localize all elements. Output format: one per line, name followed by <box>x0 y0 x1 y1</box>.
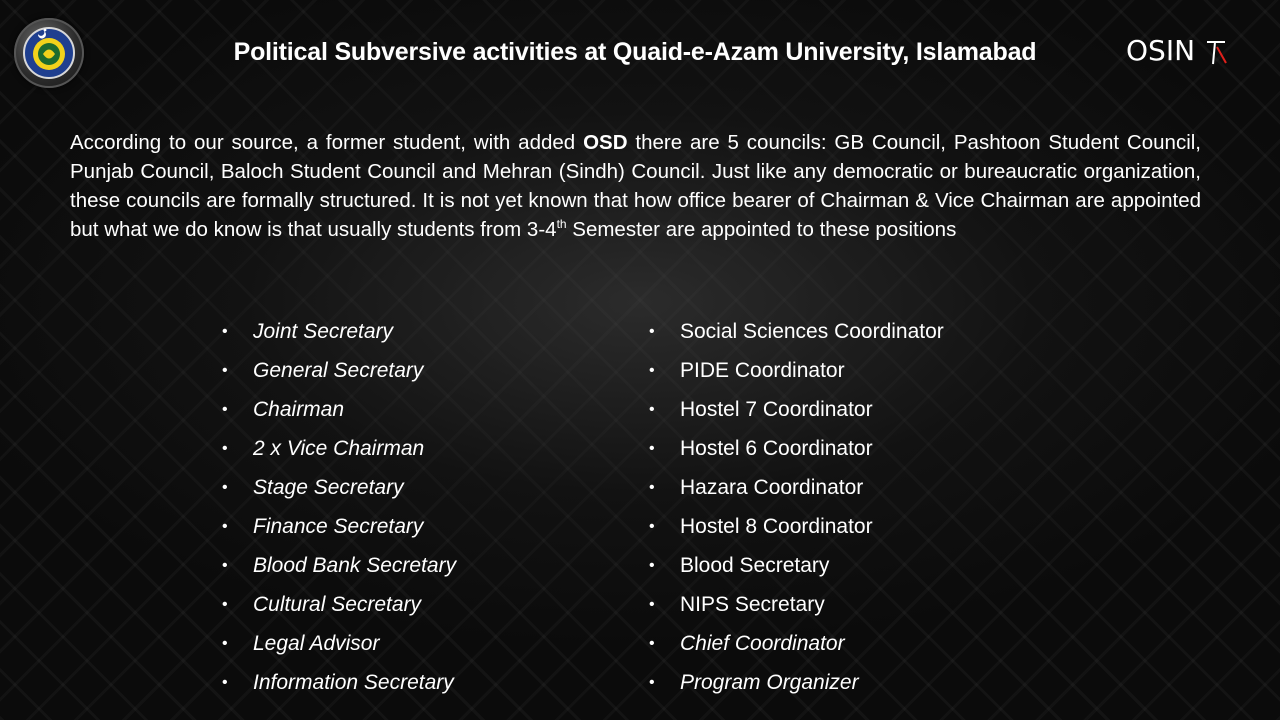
bullet-icon: • <box>649 401 655 418</box>
list-item <box>649 550 944 589</box>
bullet-icon: • <box>222 518 228 535</box>
bullet-icon: • <box>649 674 655 691</box>
list-item-label: Social Sciences Coordinator <box>680 320 944 343</box>
list-item <box>222 511 456 550</box>
bullet-icon: • <box>222 440 228 457</box>
bullet-icon: • <box>649 440 655 457</box>
list-item <box>222 628 456 667</box>
bullet-icon: • <box>222 401 228 418</box>
list-item <box>649 589 944 628</box>
list-item <box>649 472 944 511</box>
list-item-label: PIDE Coordinator <box>680 359 845 382</box>
list-item <box>649 511 944 550</box>
bullet-icon: • <box>222 596 228 613</box>
list-item <box>649 433 944 472</box>
list-item <box>649 667 944 706</box>
list-item <box>649 355 944 394</box>
list-item-label: Information Secretary <box>253 671 454 694</box>
list-item <box>222 316 456 355</box>
list-item-label: Chairman <box>253 398 345 421</box>
bullet-icon: • <box>222 557 228 574</box>
bullet-icon: • <box>222 479 228 496</box>
list-item <box>222 433 456 472</box>
list-item-label: General Secretary <box>253 359 424 382</box>
bullet-icon: • <box>649 323 655 340</box>
bullet-icon: • <box>649 479 655 496</box>
bullet-icon: • <box>649 518 655 535</box>
list-item-label: Blood Bank Secretary <box>253 554 457 577</box>
list-item <box>222 550 456 589</box>
bullet-icon: • <box>649 362 655 379</box>
list-item-label: NIPS Secretary <box>680 593 825 616</box>
bullet-icon: • <box>649 557 655 574</box>
list-item-label: Stage Secretary <box>253 476 404 499</box>
list-item-label: Finance Secretary <box>253 515 424 538</box>
list-item <box>649 394 944 433</box>
left-positions-list <box>222 316 456 706</box>
brand-text: OSIN <box>1126 34 1196 67</box>
university-crest-icon <box>14 18 84 88</box>
paragraph-part-2: there are 5 councils: GB Council, Pashtoon Student Council, Punjab Council, Baloch Student Council and Mehran (Sindh) Council. Just like any democratic or bureaucratic organization, these councils are formally structured. It is not yet known that how office bearer of Chairman & Vice Chairman are appointed but what we do know is that usually students from 3-4 <box>70 131 1201 241</box>
list-item <box>649 628 944 667</box>
paragraph-part-1: According to our source, a former student, with added <box>70 131 584 154</box>
list-item <box>222 394 456 433</box>
crest-graphic <box>14 18 84 88</box>
list-item <box>222 472 456 511</box>
list-item-label: Chief Coordinator <box>680 632 845 655</box>
source-paragraph <box>70 128 1201 244</box>
list-item-label: 2 x Vice Chairman <box>253 437 425 460</box>
slide-title: Political Subversive activities at Quaid-e-Azam University, Islamabad <box>233 38 1037 66</box>
osint-brand-logo <box>1126 34 1236 70</box>
bullet-icon: • <box>649 635 655 652</box>
list-item-label: Hazara Coordinator <box>680 476 864 499</box>
list-item-label: Legal Advisor <box>253 632 380 655</box>
list-item-label: Hostel 6 Coordinator <box>680 437 873 460</box>
paragraph-superscript: th <box>556 217 567 232</box>
list-item <box>222 589 456 628</box>
bullet-icon: • <box>222 674 228 691</box>
bullet-icon: • <box>649 596 655 613</box>
list-item-label: Cultural Secretary <box>253 593 422 616</box>
list-item-label: Hostel 8 Coordinator <box>680 515 873 538</box>
list-item-label: Blood Secretary <box>680 554 830 577</box>
list-item-label: Hostel 7 Coordinator <box>680 398 873 421</box>
list-item <box>649 316 944 355</box>
list-item-label: Program Organizer <box>680 671 859 694</box>
bullet-icon: • <box>222 323 228 340</box>
list-item-label: Joint Secretary <box>253 320 394 343</box>
list-item <box>222 667 456 706</box>
paragraph-part-3: Semester are appointed to these positions <box>566 218 957 241</box>
bullet-icon: • <box>222 635 228 652</box>
brand-t-slash-icon <box>1205 39 1227 65</box>
paragraph-bold-osd: OSD <box>583 131 628 154</box>
bullet-icon: • <box>222 362 228 379</box>
list-item <box>222 355 456 394</box>
right-positions-list <box>649 316 944 706</box>
